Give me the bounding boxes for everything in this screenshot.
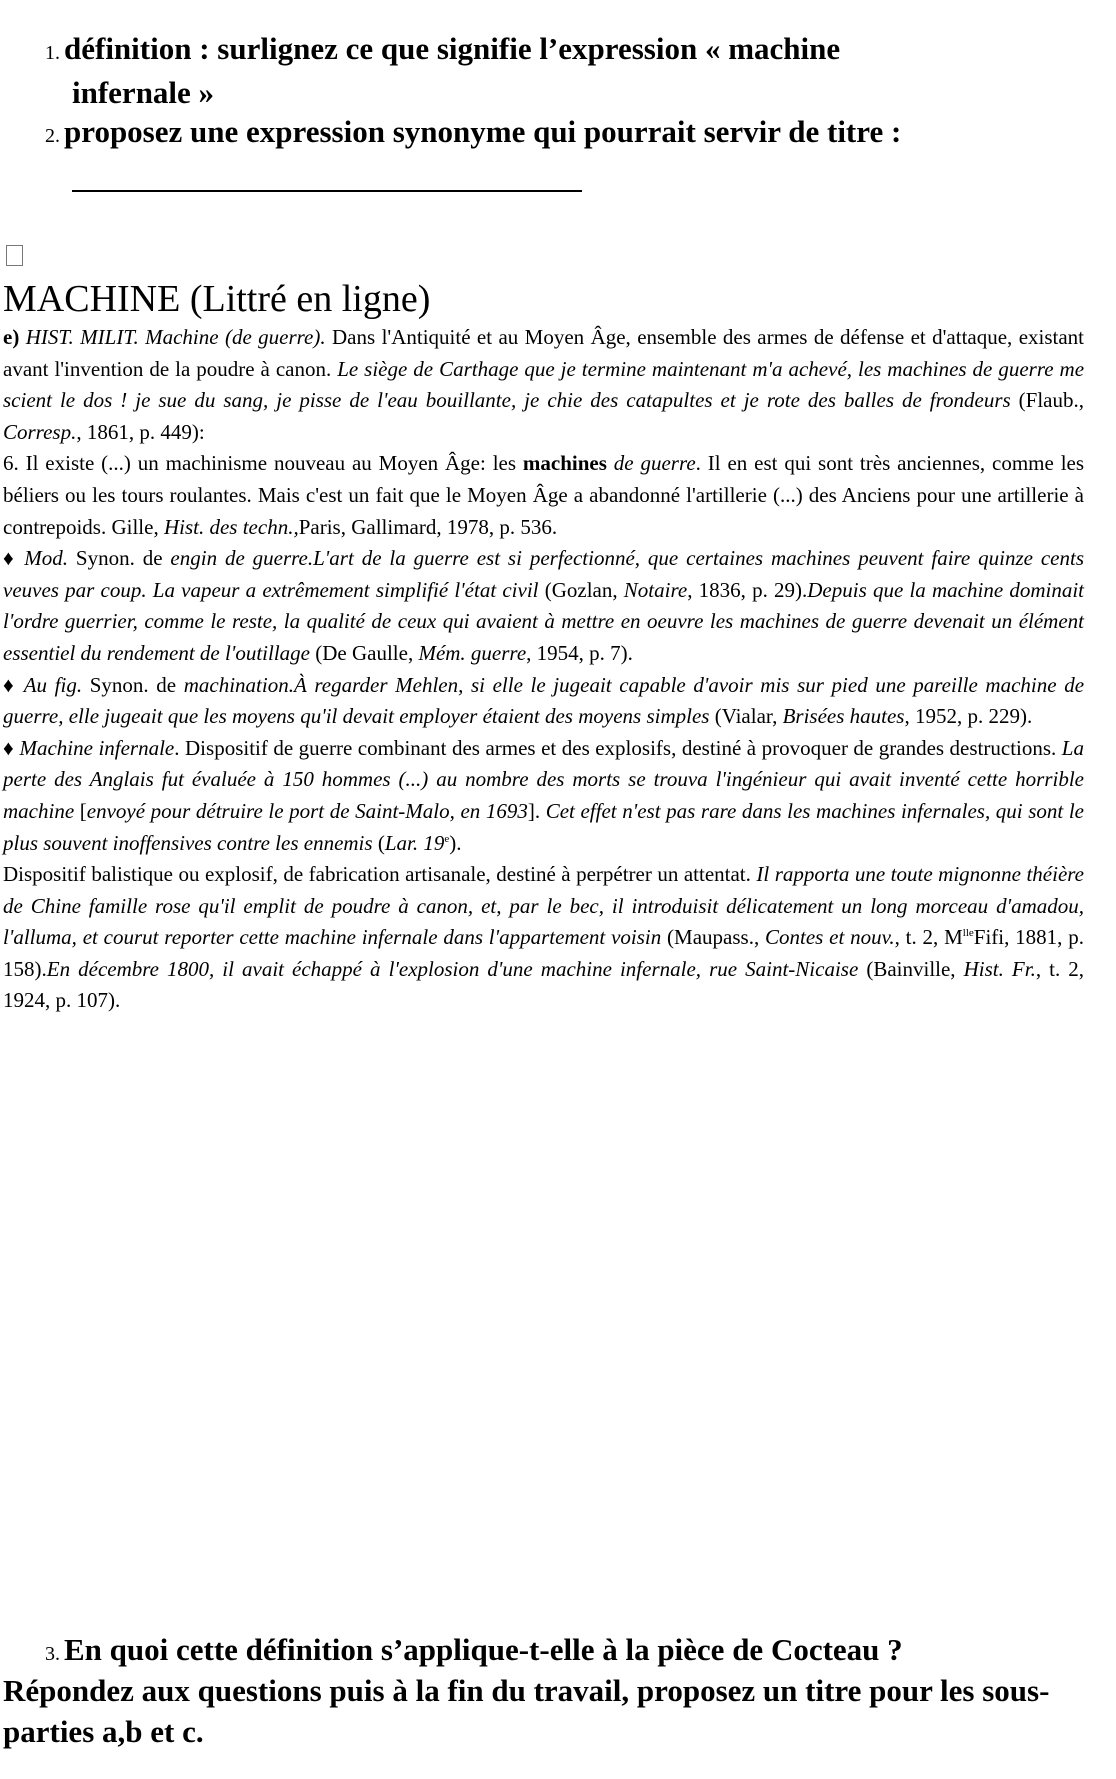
citation-title: Notaire	[623, 577, 688, 602]
domain-label: Machine infernale	[19, 735, 175, 760]
citation: (Vialar,	[709, 704, 783, 729]
question-1-text-continued: infernale »	[72, 75, 215, 110]
citation-title: Lar. 19	[384, 830, 445, 855]
question-3	[36, 1630, 1106, 1674]
citation: (Bainville,	[858, 956, 964, 981]
citation: (	[372, 830, 385, 855]
question-1	[36, 29, 1036, 113]
citation: , 1836, p. 29).	[687, 577, 808, 602]
question-2	[36, 112, 1076, 156]
definition-balistique	[3, 859, 1084, 1017]
citation: , t. 2, 1924, p. 107).	[3, 956, 1085, 1013]
example-keyword: machines	[522, 451, 607, 476]
superscript: lle	[962, 927, 974, 940]
diamond-icon: ♦	[3, 546, 25, 571]
domain-label: Au fig.	[23, 672, 83, 697]
citation: ].	[527, 798, 546, 823]
definition-text: Dispositif balistique ou explosif, de fabrication artisanale, destiné à perpétrer un attentat.	[3, 862, 757, 887]
diamond-icon: ♦	[3, 672, 24, 697]
citation: , 1861, p. 449):	[76, 419, 205, 444]
diamond-icon: ♦	[3, 735, 20, 760]
quotation: Le siège de Carthage que je termine maintenant m'a achevé, les machines de guerre me scient le dos ! je sue du sang, je pisse de l'eau bouillante, je chie des catapultes et je rote des balles de frondeurs	[3, 356, 1085, 413]
citation: Paris, Gallimard, 1978, p. 536.	[298, 514, 558, 539]
dictionary-heading: MACHINE (Littré en ligne)	[3, 278, 431, 320]
closing-instruction: Répondez aux questions puis à la fin du travail, proposez un titre pour les sous-parties a,b et c.	[3, 1673, 1050, 1749]
sense-label: e)	[3, 325, 20, 349]
domain-label: Mod.	[24, 546, 68, 571]
citation: [	[74, 798, 87, 823]
dictionary-entry	[3, 322, 1084, 1017]
citation: , 1952, p. 229).	[904, 704, 1033, 729]
definition-e	[3, 322, 1084, 448]
citation: Fifi, 1881, p. 158).	[3, 925, 1084, 981]
quotation: engin de guerre.L'art de la guerre est si perfectionné, que certaines machines peuvent faire quinze cents veuves par coup. La vapeur a extrêmement simplifié l'état civil	[3, 546, 1085, 602]
domain-label: HIST. MILIT. Machine (de guerre).	[25, 325, 326, 349]
definition-text: Synon. de	[82, 672, 184, 697]
checkbox-icon[interactable]	[6, 245, 23, 266]
definition-machine-infernale	[3, 733, 1084, 859]
citation: (De Gaulle,	[309, 640, 419, 665]
quotation: La perte des Anglais fut évaluée à 150 hommes (...) au nombre des morts se trouva l'ingénieur qui avait inventé cette horrible machine	[3, 735, 1084, 823]
example-text: . Il en est qui sont très anciennes, comme les béliers ou les tours roulantes. Mais c'est un fait que le Moyen Âge a abandonné l'artillerie (...) des Anciens pour une artillerie à contrepoids. Gille,	[3, 451, 1085, 539]
citation-title: Hist. des techn.,	[163, 514, 299, 539]
question-number: 1.	[45, 42, 60, 64]
citation-title: Contes et nouv.	[765, 925, 895, 950]
example-6	[3, 448, 1084, 543]
example-text: 6. Il existe (...) un machinisme nouveau au Moyen Âge: les	[3, 451, 523, 476]
citation-title: Mém. guerre	[418, 640, 527, 665]
question-number: 2.	[45, 125, 60, 147]
citation-title: Corresp.	[3, 419, 77, 444]
citation: (Flaub.,	[1010, 388, 1084, 413]
quotation: Il rapporta une toute mignonne théière de Chine famille rose qu'il emplit de poudre à canon, et, par le bec, il introduisit délicatement un long morceau d'amadou, l'alluma, et courut reporter cette machine infernale dans l'appartement voisin	[3, 862, 1084, 950]
definition-text: . Dispositif de guerre combinant des armes et des explosifs, destiné à provoquer de grandes destructions.	[174, 735, 1062, 760]
definition-mod	[3, 543, 1084, 669]
question-1-text: définition : surlignez ce que signifie l’expression « machine	[64, 31, 841, 66]
question-number: 3.	[45, 1643, 60, 1665]
citation: , t. 2, M	[894, 925, 963, 950]
definition-fig	[3, 670, 1084, 733]
example-keyword-italic: de guerre	[613, 451, 696, 476]
citation: , 1954, p. 7).	[526, 640, 633, 665]
superscript: e	[444, 832, 450, 845]
quotation: machination.À regarder Mehlen, si elle le jugeait capable d'avoir mis sur pied une pareille machine de guerre, elle jugeait que les moyens qu'il devait employer étaient des moyens simples	[3, 672, 1085, 729]
definition-text: Dans l'Antiquité et au Moyen Âge, ensemble des armes de défense et d'attaque, existant avant l'invention de la poudre à canon.	[3, 325, 1085, 381]
editorial-note: envoyé pour détruire le port de Saint-Malo, en 1693	[86, 798, 528, 823]
quotation: En décembre 1800, il avait échappé à l'explosion d'une machine infernale, rue Saint-Nicaise	[46, 956, 859, 981]
citation: ).	[449, 830, 462, 855]
quotation: Cet effet n'est pas rare dans les machines infernales, qui sont le plus souvent inoffensives contre les ennemis	[3, 798, 1084, 855]
answer-blank-line[interactable]	[72, 190, 582, 192]
citation-title: Brisées hautes	[782, 704, 905, 729]
quotation: Depuis que la machine dominait l'ordre guerrier, comme le reste, la qualité de ceux qui avaient à mettre en oeuvre les machines de guerre devenait un élément essentiel du rendement de l'outillage	[3, 577, 1084, 665]
definition-text: Synon. de	[68, 546, 171, 571]
citation: (Maupass.,	[661, 925, 765, 950]
citation: (Gozlan,	[538, 577, 624, 602]
citation-title: Hist. Fr.	[963, 956, 1036, 981]
question-2-text: proposez une expression synonyme qui pourrait servir de titre :	[64, 114, 902, 149]
question-3-text: En quoi cette définition s’applique-t-elle à la pièce de Cocteau ?	[64, 1632, 903, 1667]
example-text	[607, 451, 614, 475]
